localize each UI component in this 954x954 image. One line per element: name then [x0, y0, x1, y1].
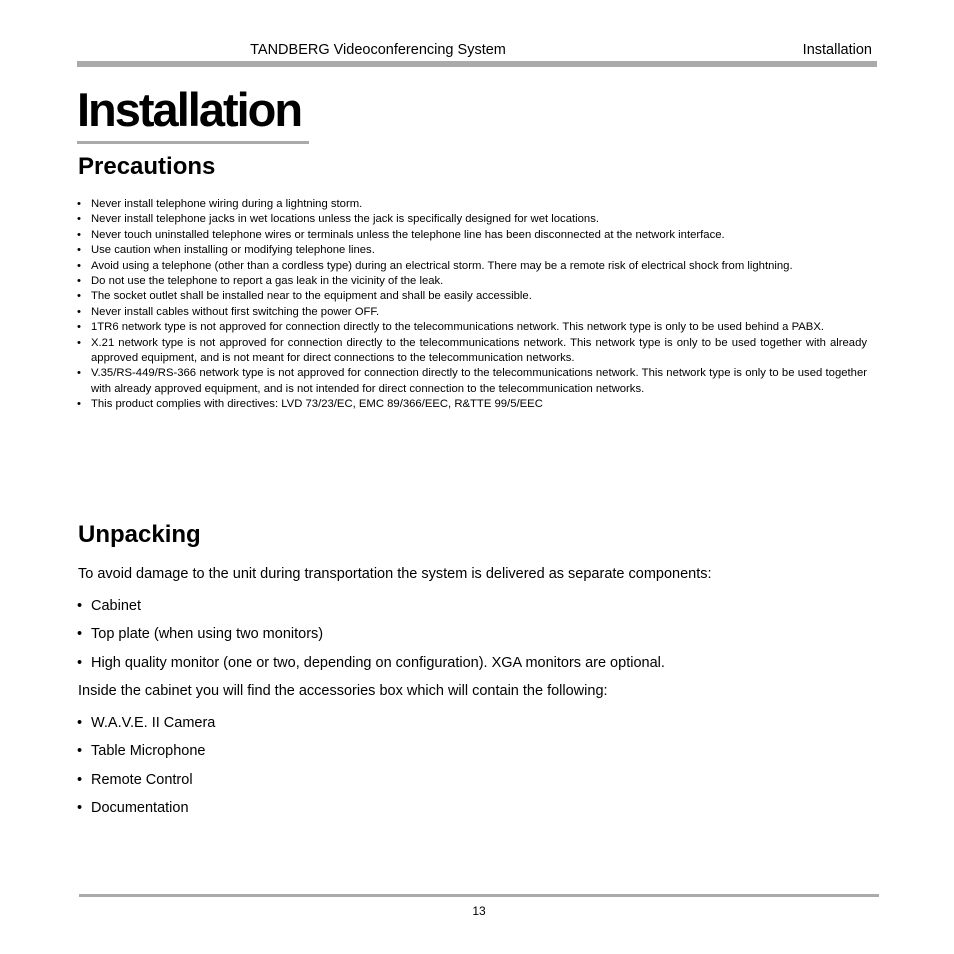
accessories-list	[77, 714, 215, 827]
components-list	[77, 597, 665, 682]
list-item: • 1TR6 network type is not approved for connection directly to the telecommunications network. This network type is only to be used behind a PABX.	[77, 320, 867, 335]
list-item: • High quality monitor (one or two, depending on configuration). XGA monitors are optional.	[77, 654, 665, 672]
list-item: • Never install telephone jacks in wet locations unless the jack is specifically designed for wet locations.	[77, 212, 867, 227]
list-item: • Documentation	[77, 799, 215, 817]
list-item: • Remote Control	[77, 771, 215, 789]
header-section-name: Installation	[802, 42, 872, 58]
precautions-list	[77, 197, 867, 413]
list-item: • This product complies with directives: LVD 73/23/EC, EMC 89/366/EEC, R&TTE 99/5/EEC	[77, 397, 867, 412]
header-rule	[77, 61, 877, 67]
list-item: • The socket outlet shall be installed near to the equipment and shall be easily accessible.	[77, 289, 867, 304]
list-item: • Top plate (when using two monitors)	[77, 625, 665, 643]
footer-rule	[79, 894, 879, 897]
accessories-intro: Inside the cabinet you will find the accessories box which will contain the following:	[78, 683, 608, 699]
list-item: • X.21 network type is not approved for connection directly to the telecommunications network. This network type is only to be used together with already approved equipment, and is not meant for direct connections to the telecommunication networks.	[77, 336, 867, 367]
list-item: • Table Microphone	[77, 742, 215, 760]
list-item: • Use caution when installing or modifying telephone lines.	[77, 243, 867, 258]
list-item: • Never touch uninstalled telephone wires or terminals unless the telephone line has been disconnected at the network interface.	[77, 228, 867, 243]
page-header	[78, 42, 877, 62]
list-item: • Never install telephone wiring during a lightning storm.	[77, 197, 867, 212]
list-item: • Do not use the telephone to report a gas leak in the vicinity of the leak.	[77, 274, 867, 289]
page-number: 13	[472, 904, 486, 918]
list-item: • Never install cables without first switching the power OFF.	[77, 305, 867, 320]
chapter-title-underline	[77, 141, 309, 144]
list-item: • Avoid using a telephone (other than a cordless type) during an electrical storm. There may be a remote risk of electrical shock from lightning.	[77, 259, 867, 274]
list-item: • V.35/RS-449/RS-366 network type is not approved for connection directly to the telecommunications network. This network type is only to be used together with already approved equipment, and is not intended for direct connection to the telecommunication networks.	[77, 366, 867, 397]
chapter-title: Installation	[77, 83, 302, 136]
list-item: • Cabinet	[77, 597, 665, 615]
unpacking-heading: Unpacking	[78, 521, 201, 548]
list-item: • W.A.V.E. II Camera	[77, 714, 215, 732]
precautions-heading: Precautions	[78, 153, 216, 180]
unpacking-intro: To avoid damage to the unit during transportation the system is delivered as separate components:	[78, 566, 712, 582]
header-document-title: TANDBERG Videoconferencing System	[250, 42, 506, 58]
